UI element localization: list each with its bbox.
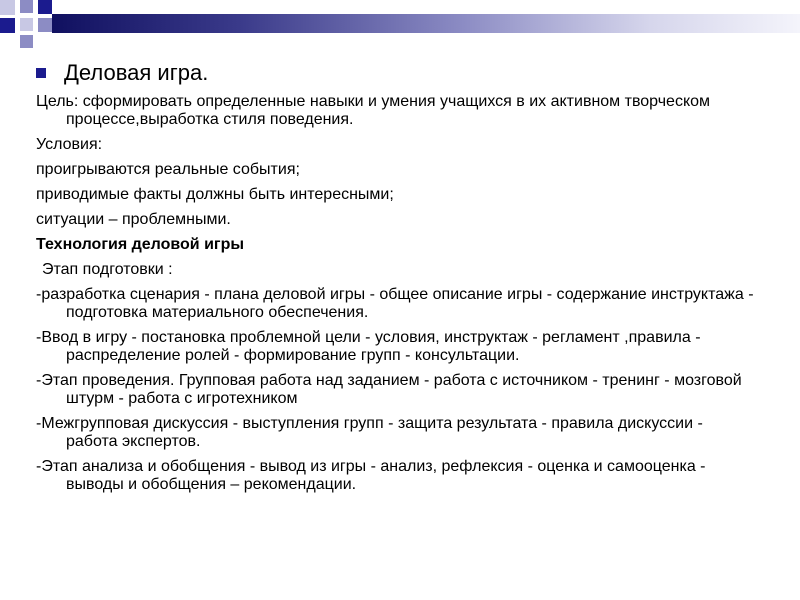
stage-item: -Этап проведения. Групповая работа над заданием - работа с источником - тренинг - мозговой штурм - работа с игротехником xyxy=(36,372,742,407)
decor-square xyxy=(20,0,33,13)
conditions-label: Условия: xyxy=(36,136,103,153)
condition-item: проигрываются реальные события; xyxy=(36,161,300,178)
stage-item: -Этап анализа и обобщения - вывод из игры - анализ, рефлексия - оценка и самооценка - выводы и обобщения – рекомендации. xyxy=(36,458,706,493)
decor-square xyxy=(0,18,15,33)
stage-item: -разработка сценария - плана деловой игры - общее описание игры - содержание инструктажа - подготовка материального обеспечения. xyxy=(36,286,754,321)
slide-title: Деловая игра. xyxy=(64,60,209,85)
stage-item: -Ввод в игру - постановка проблемной цели - условия, инструктаж - регламент ,правила - распределение ролей - формирование групп - консультации. xyxy=(36,329,701,364)
condition-item: приводимые факты должны быть интересными; xyxy=(36,186,394,203)
stage-label: Этап подготовки : xyxy=(42,261,173,278)
technology-heading: Технология деловой игры xyxy=(36,236,245,253)
goal-paragraph: Цель: сформировать определенные навыки и умения учащихся в их активном творческом процессе,выработка стиля поведения. xyxy=(36,93,711,128)
gradient-band xyxy=(52,14,800,33)
slide-heading xyxy=(36,60,756,86)
decor-square xyxy=(38,0,52,14)
condition-item: ситуации – проблемными. xyxy=(36,211,231,228)
decor-square xyxy=(38,18,52,32)
decor-square xyxy=(0,0,15,15)
slide-content xyxy=(36,60,756,494)
square-bullet-icon xyxy=(36,68,46,78)
stage-item: -Межгрупповая дискуссия - выступления групп - защита результата - правила дискуссии - работа экспертов. xyxy=(36,415,703,450)
decor-square xyxy=(20,35,33,48)
decor-square xyxy=(20,18,33,31)
header-banner xyxy=(0,0,800,52)
